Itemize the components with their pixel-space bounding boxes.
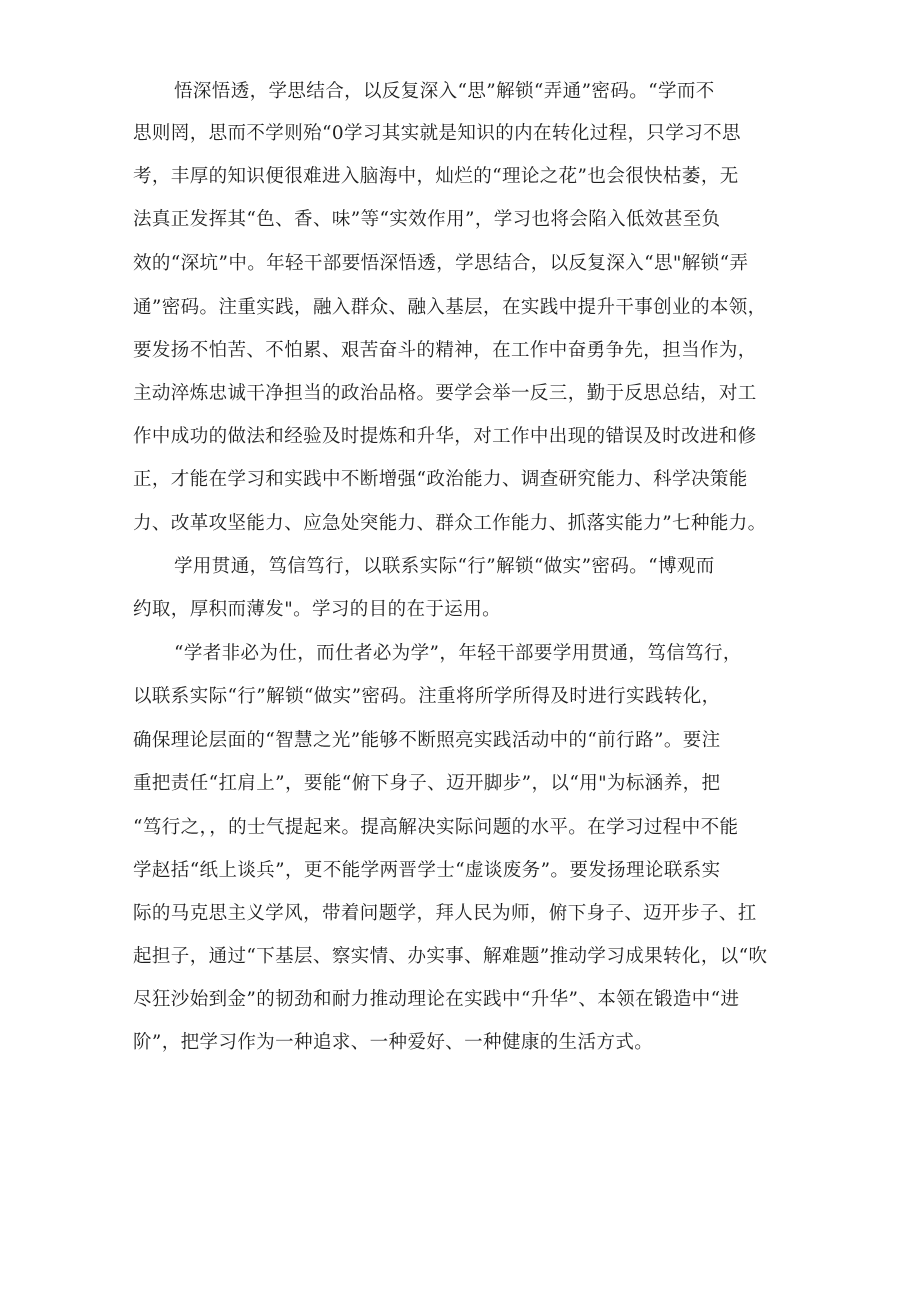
text-line: 确保理论层面的“智慧之光”能够不断照亮实践活动中的“前行路”。要注	[133, 730, 721, 751]
text-line: 效的“深坑”中。年轻干部要悟深悟透，学思结合，以反复深入“思"解锁“弄	[133, 253, 749, 274]
text-line: 通”密码。注重实践，融入群众、融入基层，在实践中提升干事创业的本领，	[133, 297, 767, 318]
text-line: 作中成功的做法和经验及时提炼和升华，对工作中出现的错误及时改进和修	[133, 426, 757, 447]
text-line: “笃行之，，的士气提起来。提高解决实际问题的水平。在学习过程中不能	[133, 817, 739, 838]
text-line: 要发扬不怕苦、不怕累、艰苦奋斗的精神，在工作中奋勇争先，担当作为，	[133, 340, 757, 361]
text-line: 尽狂沙始到金”的韧劲和耐力推动理论在实践中“升华”、本领在锻造中“进	[133, 989, 740, 1010]
text-line: 起担子，通过“下基层、察实情、办实事、解难题”推动学习成果转化，以“吹	[133, 946, 768, 967]
text-line: 正，才能在学习和实践中不断增强“政治能力、调查研究能力、科学决策能	[133, 469, 748, 490]
text-line: 学赵括“纸上谈兵”，更不能学两晋学士“虚谈废务”。要发扬理论联系实	[133, 860, 721, 881]
text-line: 重把责任“扛肩上”，要能“俯下身子、迈开脚步”，以“用"为标涵养，把	[133, 773, 721, 794]
text-line: 主动淬炼忠诚干净担当的政治品格。要学会举一反三，勤于反思总结，对工	[133, 383, 757, 404]
text-line: 际的马克思主义学风，带着问题学，拜人民为师，俯下身子、迈开步子、扛	[133, 903, 757, 924]
text-line: 约取，厚积而薄发"。学习的目的在于运用。	[133, 599, 502, 620]
text-line: 以联系实际“行”解锁“做实”密码。注重将所学所得及时进行实践转化，	[133, 686, 721, 707]
text-line: 考，丰厚的知识便很难进入脑海中，灿烂的“理论之花”也会很快枯萎，无	[133, 166, 739, 187]
text-line: 法真正发挥其“色、香、味”等“实效作用”，学习也将会陷入低效甚至负	[133, 209, 721, 230]
text-line: “学者非必为仕，而仕者必为学”，年轻干部要学用贯通，笃信笃行，	[174, 643, 742, 664]
text-line: 悟深悟透，学思结合，以反复深入“思”解锁“弄通”密码。“学而不	[174, 81, 715, 102]
text-line: 阶”，把学习作为一种追求、一种爱好、一种健康的生活方式。	[133, 1032, 654, 1053]
text-line: 学用贯通，笃信笃行，以联系实际“行”解锁“做实”密码。“博观而	[174, 556, 715, 577]
text-line: 力、改革攻坚能力、应急处突能力、群众工作能力、抓落实能力”七种能力。	[133, 513, 767, 534]
text-line: 思则罔，思而不学则殆“0学习其实就是知识的内在转化过程，只学习不思	[133, 123, 741, 144]
